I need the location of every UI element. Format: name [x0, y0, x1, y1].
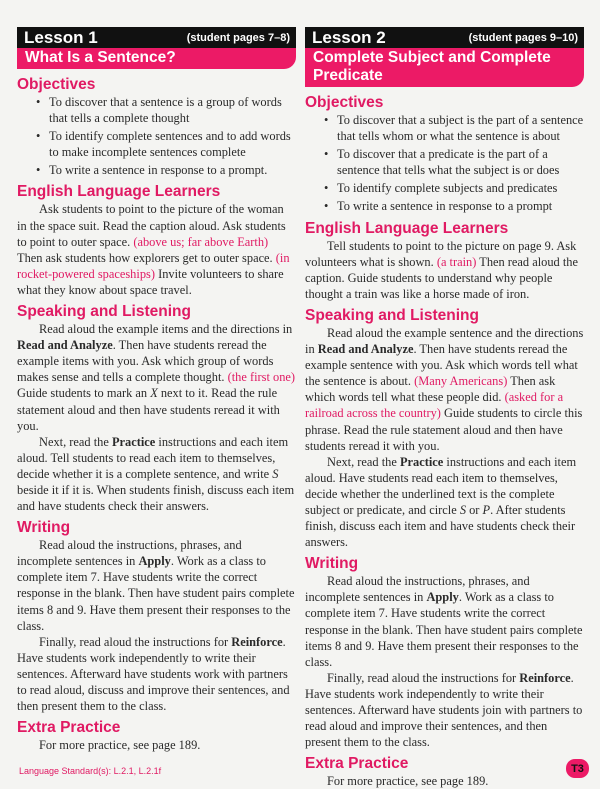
- page-number-badge: T3: [566, 759, 589, 778]
- lesson-1-pages: (student pages 7–8): [186, 31, 290, 44]
- writing-paragraph: Finally, read aloud the instructions for Reinforce. Have students work independently to write their sentences. Afterward have students work with partners to read aloud, discuss and improve their sentences, and then present them to the class.: [17, 634, 290, 714]
- ell-paragraph: Tell students to point to the picture on page 9. Ask volunteers what is shown. (a train) Then read aloud the caption. Guide students to understand why people thought a train was like a horse made of iron.: [305, 238, 578, 301]
- answer-highlight: (the first one): [227, 370, 296, 385]
- lesson-2-label: Lesson 2: [312, 27, 386, 47]
- objective-item: • To discover that a sentence is a group of words that tells a complete thought: [49, 94, 296, 126]
- extra-practice-text: For more practice, see page 189.: [327, 774, 489, 789]
- speaking-paragraph: Read aloud the example sentence and the directions in Read and Analyze. Then have students reread the example sentence with you. Ask which words tell what the sentence is about. (Many Americans) Then ask which words tell what these people did. (asked for a railroad across the country) Guide students to circle this phrase. Read the rule statement aloud and then have students reread it with you.: [305, 325, 584, 453]
- ell-heading: English Language Learners: [305, 219, 509, 237]
- writing-heading: Writing: [17, 519, 71, 537]
- lesson-1-column: [17, 27, 296, 753]
- language-standards: Language Standard(s): L.2.1, L.2.1f: [19, 766, 162, 776]
- extra-practice-text: For more practice, see page 189.: [39, 738, 201, 753]
- objectives-list: [305, 112, 584, 215]
- extra-practice-heading: Extra Practice: [17, 719, 121, 737]
- speaking-paragraph: Read aloud the example items and the directions in Read and Analyze. Then have students reread the example items with you. Ask which group of words makes sense and tells a complete thought. (the first one) Guide students to mark an X next to it. Read the rule statement aloud and then have students reread it with you.: [17, 322, 296, 433]
- lesson-2-title: Complete Subject and Complete Predicate: [305, 48, 584, 87]
- objective-item: • To write a sentence in response to a prompt: [337, 198, 584, 214]
- objective-item: • To identify complete sentences and to add words to make incomplete sentences complete: [49, 128, 296, 160]
- lesson-2-column: [305, 27, 584, 789]
- speaking-paragraph: Next, read the Practice instructions and each item aloud. Tell students to read each item to themselves, decide whether it is a complete sentence, and write S beside it if it is. When students finish, discuss each item and have students check their answers.: [17, 434, 295, 514]
- answer-highlight: (Many Americans): [414, 374, 508, 389]
- objectives-heading: Objectives: [17, 76, 96, 93]
- ell-paragraph: Ask students to point to the picture of the woman in the space suit. Read the caption aloud. Ask students to point to outer space. (above us; far above Earth) Then ask students how explorers get to outer space. (in rocket-powered spaceships) Invite volunteers to share what they know about space travel.: [17, 202, 290, 297]
- answer-highlight: (in rocket-powered spaceships): [17, 250, 290, 281]
- lesson-2-pages: (student pages 9–10): [468, 31, 578, 44]
- speaking-heading: Speaking and Listening: [17, 303, 191, 321]
- writing-paragraph: Read aloud the instructions, phrases, and incomplete sentences in Apply. Work as a class to complete item 7. Have students write the correct response in the blank. Then have student pairs complete items 8 and 9. Have them present their responses to the class.: [305, 574, 583, 669]
- speaking-heading: Speaking and Listening: [305, 306, 479, 324]
- answer-highlight: (above us; far above Earth): [133, 234, 269, 249]
- objective-item: • To discover that a subject is the part of a sentence that tells whom or what the sentence is about: [337, 112, 584, 144]
- answer-highlight: (a train): [436, 254, 477, 269]
- objective-item: • To write a sentence in response to a prompt.: [49, 162, 296, 178]
- lesson-1-header: [17, 27, 296, 48]
- objectives-heading: Objectives: [305, 94, 384, 111]
- answer-highlight: (asked for a railroad across the country): [305, 390, 564, 421]
- writing-paragraph: Read aloud the instructions, phrases, and incomplete sentences in Apply. Work as a class to complete item 7. Have students write the correct response in the blank. Then have student pairs complete items 8 and 9. Have them present their responses to the class.: [17, 538, 295, 633]
- lesson-1-label: Lesson 1: [24, 27, 98, 47]
- extra-practice-heading: Extra Practice: [305, 755, 409, 773]
- writing-heading: Writing: [305, 555, 359, 573]
- speaking-paragraph: Next, read the Practice instructions and each item aloud. Have students read each item to themselves, decide whether the underlined text is the complete subject or predicate, and circle S or P. After students finish, discuss each item and have students check their answers.: [305, 454, 577, 550]
- ell-heading: English Language Learners: [17, 183, 221, 201]
- objective-item: • To discover that a predicate is the part of a sentence that tells what the subject is or does: [337, 146, 584, 178]
- objectives-list: [17, 94, 296, 178]
- lesson-2-header: [305, 27, 584, 48]
- objective-item: • To identify complete subjects and predicates: [337, 180, 584, 196]
- lesson-1-title: What Is a Sentence?: [17, 48, 296, 69]
- writing-paragraph: Finally, read aloud the instructions for Reinforce. Have students work independently to write their sentences. Afterward have students join with partners to read aloud and improve their sentences, and then present them to the class.: [305, 670, 583, 750]
